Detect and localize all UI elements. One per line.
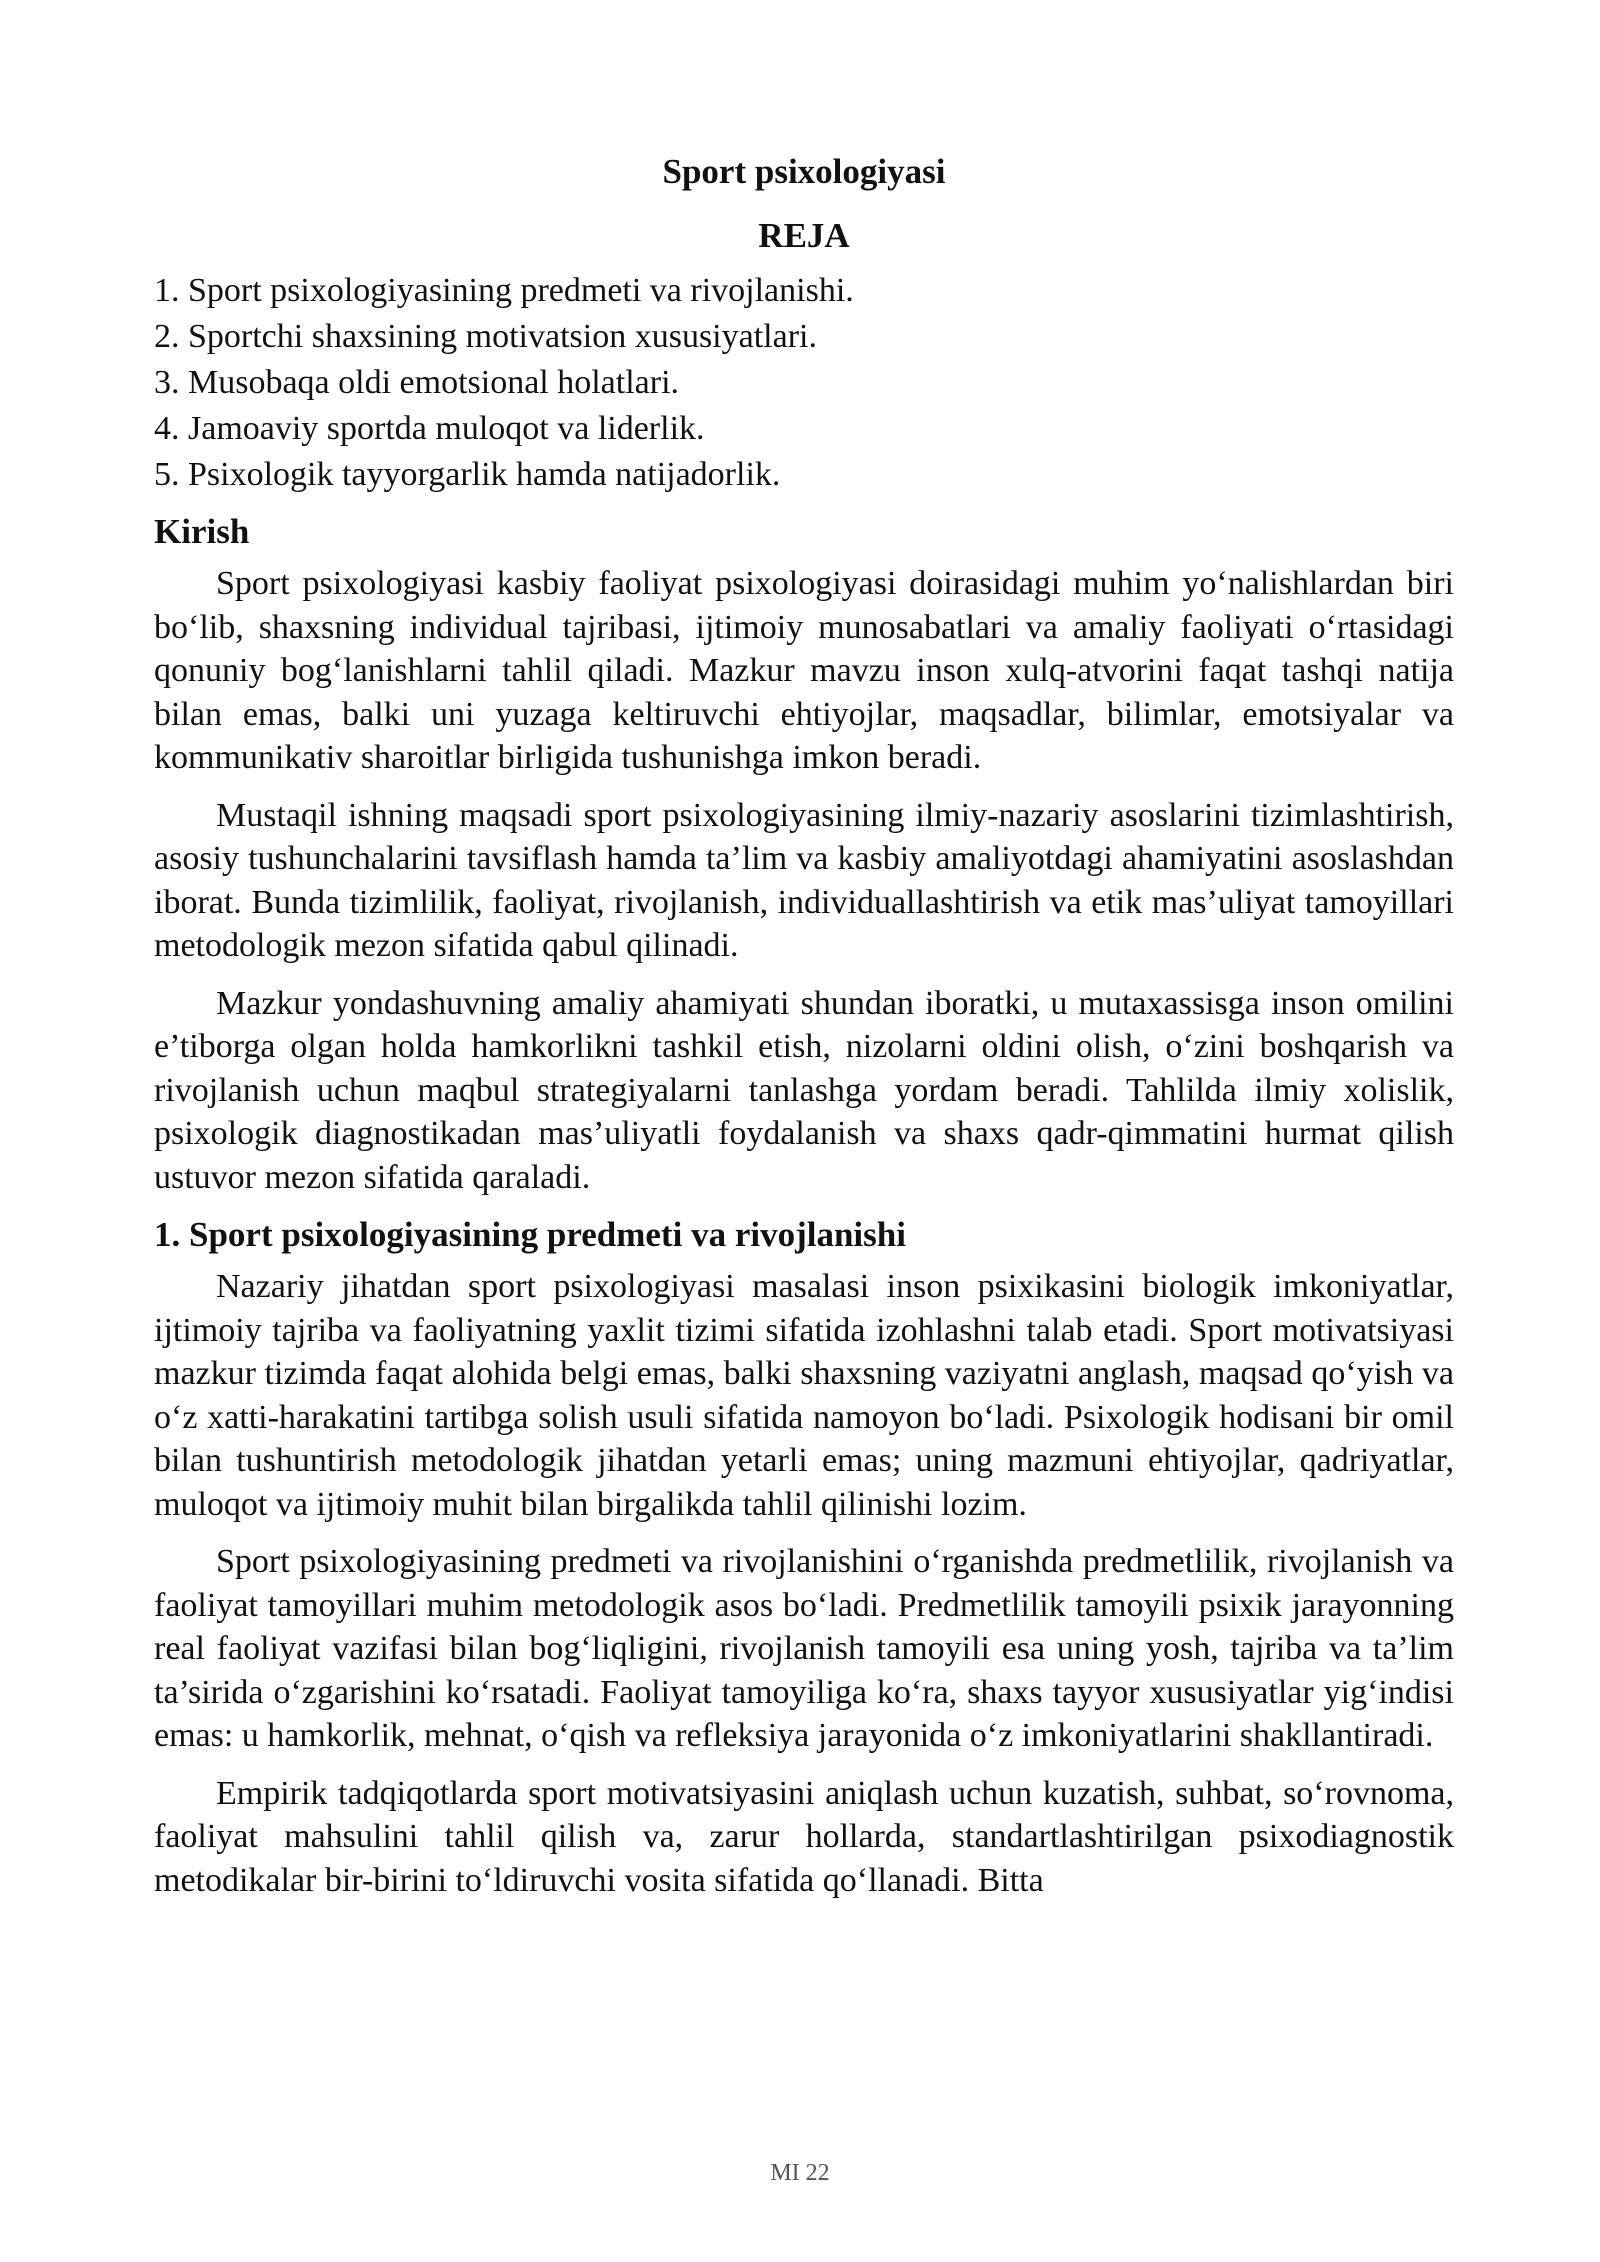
plan-heading: REJA <box>758 216 850 255</box>
page-number: MI 22 <box>770 2160 830 2186</box>
plan-item: 2. Sportchi shaxsining motivatsion xususiyatlari. <box>154 318 817 355</box>
plan-list <box>154 268 1454 498</box>
section-heading: 1. Sport psixologiyasining predmeti va rivojlanishi <box>154 1215 906 1254</box>
plan-item: 3. Musobaqa oldi emotsional holatlari. <box>154 364 680 401</box>
plan-item: 4. Jamoaviy sportda muloqot va liderlik. <box>154 410 705 447</box>
document-title: Sport psixologiyasi <box>662 152 946 191</box>
intro-heading: Kirish <box>154 512 250 551</box>
section-paragraph: Nazariy jihatdan sport psixologiyasi masalasi inson psixikasini biologik imkoniyatlar, ijtimoiy tajriba va faoliyatning yaxlit tizimi sifatida izohlashni talab etadi. Sport motivatsiyasi mazkur tizimda faqat alohida belgi emas, balki shaxsning vaziyatni anglash, maqsad qo‘yish va o‘z xatti-harakatini tartibga solish usuli sifatida namoyon bo‘ladi. Psixologik hodisani bir omil bilan tushuntirish metodologik jihatdan yetarli emas; uning mazmuni ehtiyojlar, qadriyatlar, muloqot va ijtimoiy muhit bilan birgalikda tahlil qilinishi lozim. <box>154 1268 1454 1523</box>
plan-item: 1. Sport psixologiyasining predmeti va rivojlanishi. <box>154 272 854 309</box>
plan-item: 5. Psixologik tayyorgarlik hamda natijadorlik. <box>154 456 781 493</box>
intro-paragraph: Sport psixologiyasi kasbiy faoliyat psixologiyasi doirasidagi muhim yo‘nalishlardan biri bo‘lib, shaxsning individual tajribasi, ijtimoiy munosabatlari va amaliy faoliyati o‘rtasidagi qonuniy bog‘lanishlarni tahlil qiladi. Mazkur mavzu inson xulq-atvorini faqat tashqi natija bilan emas, balki uni yuzaga keltiruvchi ehtiyojlar, maqsadlar, bilimlar, emotsiyalar va kommunikativ sharoitlar birligida tushunishga imkon beradi. <box>154 565 1454 776</box>
section-paragraph: Sport psixologiyasining predmeti va rivojlanishini o‘rganishda predmetlilik, rivojlanish va faoliyat tamoyillari muhim metodologik asos bo‘ladi. Predmetlilik tamoyili psixik jarayonning real faoliyat vazifasi bilan bog‘liqligini, rivojlanish tamoyili esa uning yosh, tajriba va ta’lim ta’sirida o‘zgarishini ko‘rsatadi. Faoliyat tamoyiliga ko‘ra, shaxs tayyor xususiyatlar yig‘indisi emas: u hamkorlik, mehnat, o‘qish va refleksiya jarayonida o‘z imkoniyatlarini shakllantiradi. <box>154 1543 1454 1754</box>
document-page <box>154 150 1454 1916</box>
intro-paragraph: Mazkur yondashuvning amaliy ahamiyati shundan iboratki, u mutaxassisga inson omilini e’tiborga olgan holda hamkorlikni tashkil etish, nizolarni oldini olish, o‘zini boshqarish va rivojlanish uchun maqbul strategiyalarni tanlashga yordam beradi. Tahlilda ilmiy xolislik, psixologik diagnostikadan mas’uliyatli foydalanish va shaxs qadr-qimmatini hurmat qilish ustuvor mezon sifatida qaraladi. <box>154 984 1454 1196</box>
intro-paragraph: Mustaqil ishning maqsadi sport psixologiyasining ilmiy-nazariy asoslarini tizimlashtirish, asosiy tushunchalarini tavsiflash hamda ta’lim va kasbiy amaliyotdagi ahamiyatini asoslashdan iborat. Bunda tizimlilik, faoliyat, rivojlanish, individuallashtirish va etik mas’uliyat tamoyillari metodologik mezon sifatida qabul qilinadi. <box>154 796 1454 964</box>
section-paragraph: Empirik tadqiqotlarda sport motivatsiyasini aniqlash uchun kuzatish, suhbat, so‘rovnoma, faoliyat mahsulini tahlil qilish va, zarur hollarda, standartlashtirilgan psixodiagnostik metodikalar bir-birini to‘ldiruvchi vosita sifatida qo‘llanadi. Bitta <box>154 1774 1454 1899</box>
